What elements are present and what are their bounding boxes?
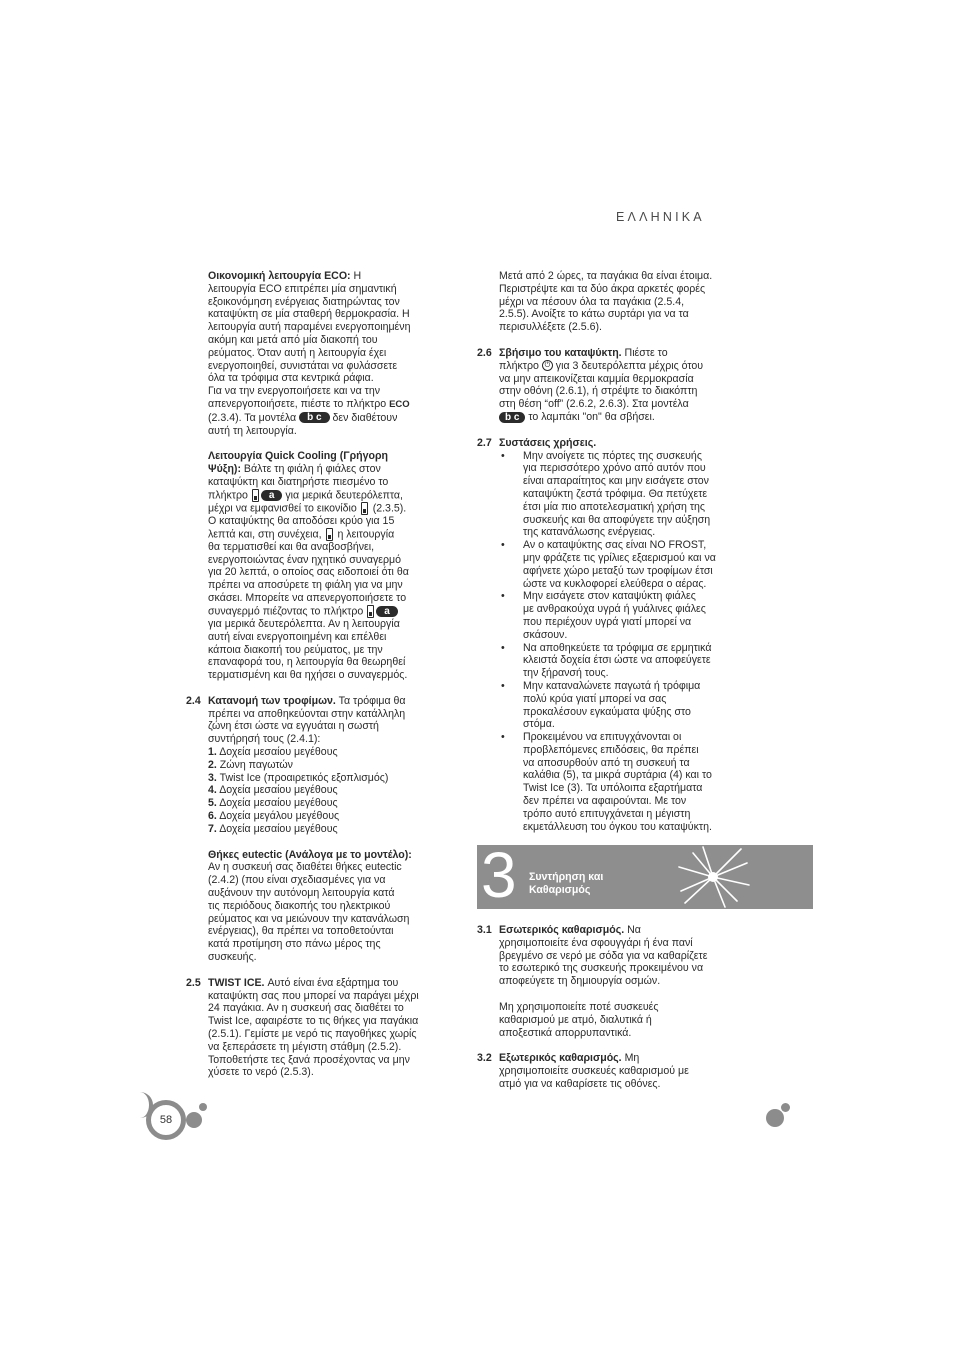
s31-line2: αποξεστικά απορρυπαντικά. <box>499 1026 632 1039</box>
quick-line2-1: αυτή είναι ενεργοποιημένη και επέλθει <box>208 630 387 643</box>
list-item: • Προκειμένου να επιτυγχάνονται οι προβλεπόμενες επιδόσεις, θα πρέπει να αποσυρθούν από τη συσκευή τα καλάθια (5), τα μικρά συρτάρια (4) και το Twist Ice (3). Τα υπόλοιπα εξαρτήματα δεν πρέπει να αφαιρούνται. Με τον τρόπο αυτό επιτυγχάνεται η μέγιστη εκμετάλλευση του όγκου του καταψύκτη. <box>499 731 737 833</box>
section-3-1 <box>477 924 737 1039</box>
list-item: • Αν ο καταψύκτης σας είναι NO FROST, μην φράζετε τις γρίλιες εξαερισμού και να αφήνετε χώρο μεταξύ των τροφίμων έτσι ώστε να κυκλοφορεί ελεύθερα ο αέρας. <box>499 539 737 590</box>
a-key-badge: a <box>261 490 283 501</box>
language-header: ΕΛΛΗΝΙΚΑ <box>616 210 705 224</box>
eco-line-3: καταψύκτη σε μία σταθερή θερμοκρασία. Η <box>208 308 410 321</box>
quick-line2-4: τερματισμένη και θα ηχήσει ο συναγερμός. <box>208 669 408 682</box>
section-number: 3.2 <box>477 1052 492 1065</box>
s31-line: βρεγμένο σε νερό με σόδα για να καθαρίζετε <box>499 949 708 962</box>
s26-line: στην οθόνη (2.6.1), ή στρέψτε το διακόπτη <box>499 385 698 398</box>
section-title: Εξωτερικός καθαρισμός. <box>499 1052 622 1065</box>
quick-l7a: συναγερμό πιέζοντας το πλήκτρο <box>208 605 364 618</box>
eco-title: Οικονομική λειτουργία ECO: <box>208 270 351 282</box>
s26-last: το λαμπάκι "on" θα σβήσει. <box>525 410 655 423</box>
s31-line: χρησιμοποιείτε ένα σφουγγάρι ή ένα πανί <box>499 936 693 949</box>
right-column-lower <box>477 924 737 1091</box>
s25-line: Twist Ice, αφαιρέστε το τις θήκες για παγάκια <box>208 1015 419 1028</box>
list-item: 3. Twist Ice (προαιρετικός εξοπλισμός) <box>208 771 389 784</box>
quick-line2-2: κάποια διακοπή του ρεύματος, με την <box>208 643 383 656</box>
decorative-dot <box>766 1109 784 1127</box>
eutectic-line: ρεύματος και να μειώνουν την κατανάλωση <box>208 912 410 925</box>
s25-line: Τοποθετήστε τες ξανά προσέχοντας να μην <box>208 1053 410 1066</box>
s25-line: 24 παγάκια. Αν η συσκευή σας διαθέτει το <box>208 1002 404 1015</box>
s24-line-2: ζώνη έτσι ώστε να εγγυάται η σωστή <box>208 720 379 733</box>
section-title: Εσωτερικός καθαρισμός. <box>499 924 625 936</box>
s25-line: Αυτό είναι ένα εξάρτημα του <box>264 976 399 989</box>
s31-line: το εσωτερικό της συσκευής προκειμένου να <box>499 962 704 975</box>
list-item: 4. Δοχεία μεσαίου μεγέθους <box>208 784 338 797</box>
eutectic-line: αυξάνουν την αυτόνομη λειτουργία κατά <box>208 887 395 900</box>
s32-line: Μη <box>621 1052 640 1065</box>
section-number: 2.7 <box>477 436 492 449</box>
section-title: Συστάσεις χρήσεις. <box>499 436 597 449</box>
s26-line: να μην απεικονίζεται καμμία θερμοκρασία <box>499 372 694 385</box>
list-item: • Μην ανοίγετε τις πόρτες της συσκευής για περισσότερο χρόνο από αυτόν που είναι απαραίτητος και μην εισάγετε στον καταψύκτη ζεστά τρόφιμα. Θα πετύχετε έτσι μία πιο αποτελεσματική χρήση της συσκευής και θα αποφύγετε την αύξηση της κατανάλωσης ενέργειας. <box>499 450 737 540</box>
quick-title-2: Ψύξη): <box>208 463 241 476</box>
list-item: • Μην εισάγετε στον καταψύκτη φιάλες με ανθρακούχα υγρά ή γυάλινες φιάλες που περιέχουν υγρά γιατί μπορεί να σκάσουν. <box>499 590 737 641</box>
quick-l1: Βάλτε τη φιάλη ή φιάλες στον <box>240 463 381 476</box>
s31-line2: καθαρισμού με ατμό, διαλυτικά ή <box>499 1013 652 1026</box>
bottle-icon <box>361 502 368 515</box>
s26-l1a: πλήκτρο <box>499 359 539 372</box>
list-item: 6. Δοχεία μεγάλου μεγέθους <box>208 810 340 823</box>
s31-line: αποφεύγετε τη δημιουργία οσμών. <box>499 975 661 988</box>
section-2-7 <box>477 437 737 834</box>
section-title: Κατανομή των τροφίμων. <box>208 694 336 707</box>
bottle-icon <box>326 528 333 541</box>
eco-line-a: (2.3.4). Τα μοντέλα <box>208 411 297 424</box>
left-column <box>186 270 436 1079</box>
s25-line: καταψύκτη σας που μπορεί να παράγει μέχρι <box>208 989 419 1002</box>
chapter-title <box>529 871 603 897</box>
cont-line: Μετά από 2 ώρες, τα παγάκια θα είναι έτοιμα. <box>499 270 713 282</box>
a-key-badge: a <box>376 606 398 617</box>
quick-line-4: σκάσει. Μπορείτε να απενεργοποιήσετε το <box>208 592 407 605</box>
eco-line-10: απενεργοποιήσετε, πιέστε το πλήκτρο <box>208 397 387 410</box>
s32-line: ατμό για να καθαρίσετε τις οθόνες. <box>499 1077 661 1090</box>
s25-line: (2.5.1). Γεμίστε με νερό τις παγοθήκες χωρίς <box>208 1028 417 1041</box>
eco-line-8: όλα τα τρόφιμα στα κεντρικά ράφια. <box>208 372 374 385</box>
eco-line-c: αυτή τη λειτουργία. <box>208 424 297 437</box>
section-2-5 <box>186 977 436 1079</box>
page-number: 58 <box>159 1114 173 1126</box>
chapter-title-line-2: Καθαρισμός <box>529 884 591 896</box>
quick-line-0: θα τερματισθεί και θα αναβοσβήνει, <box>208 540 375 553</box>
list-item: 2. Ζώνη παγωτών <box>208 758 293 771</box>
section-number: 2.4 <box>186 694 201 707</box>
list-item: 1. Δοχεία μεσαίου μεγέθους <box>208 746 338 759</box>
section-2-4 <box>186 695 436 964</box>
eutectic-title: Θήκες eutectic (Ανάλογα με το μοντέλο): <box>208 848 412 861</box>
section-2-6 <box>477 347 737 424</box>
eco-line-0: Η <box>350 270 362 282</box>
quick-l3b: για μερικά δευτερόλεπτα, <box>282 489 403 502</box>
section-title: Σβήσιμο του καταψύκτη. <box>499 346 622 359</box>
quick-line2-0: για μερικά δευτερόλεπτα. Αν η λειτουργία <box>208 617 400 630</box>
quick-line-3: πρέπει να αποσύρετε τη φιάλη για να μην <box>208 579 403 592</box>
right-column <box>477 270 737 833</box>
decorative-dot <box>199 1103 207 1111</box>
s32-line: χρησιμοποιείτε συσκευές καθαρισμού με <box>499 1065 689 1078</box>
decorative-dot <box>186 1112 202 1128</box>
eutectic-line: κατά προτίμηση στο πάνω μέρος της <box>208 938 381 951</box>
s26-l0: Πιέστε το <box>621 346 668 359</box>
eco-line-5: ακόμη και μετά από μία διακοπή του <box>208 333 378 346</box>
sparkle-icon <box>673 845 753 909</box>
chapter-banner <box>477 845 813 909</box>
quick-l5: Ο καταψύκτης θα αποδόσει κρύο για 15 <box>208 514 395 527</box>
page-number-badge <box>146 1100 186 1140</box>
quick-l3a: πλήκτρο <box>208 489 248 502</box>
s26-l1b: για 3 δευτερόλεπτα μέχρις ότου <box>552 359 704 372</box>
cont-line: Περιστρέψτε και τα δύο άκρα αρκετές φορές <box>499 282 706 295</box>
quick-l6a: λεπτά και, στη συνέχεια, <box>208 528 322 541</box>
decorative-dot <box>781 1103 790 1112</box>
bc-model-badge: b c <box>499 412 525 423</box>
s25-line: χύσετε το νερό (2.5.3). <box>208 1066 314 1079</box>
cont-line: περισυλλέξετε (2.5.6). <box>499 321 602 334</box>
eutectic-line: (2.4.2) (που είναι σχεδιασμένες για να <box>208 874 386 887</box>
eco-key-label: ECO <box>389 398 410 410</box>
quick-l4a: μέχρι να εμφανισθεί το εικονίδιο <box>208 502 357 515</box>
s24-line-3: συντήρησή τους (2.4.1): <box>208 733 321 746</box>
quick-l4b: (2.3.5). <box>369 502 407 515</box>
twist-ice-continuation <box>477 270 737 334</box>
list-item: 5. Δοχεία μεσαίου μεγέθους <box>208 797 338 810</box>
eutectic-line: Αν η συσκευή σας διαθέτει θήκες eutectic <box>208 861 402 874</box>
s26-line: στη θέση “off” (2.6.2, 2.6.3). Στα μοντέλα <box>499 398 689 411</box>
eco-section <box>186 270 436 682</box>
s25-line: να ξεπεράσετε τη μέγιστη στάθμη (2.5.2). <box>208 1040 402 1053</box>
chapter-number: 3 <box>481 845 517 909</box>
quick-title-1: Λειτουργία Quick Cooling (Γρήγορη <box>208 450 389 463</box>
list-item: 7. Δοχεία μεσαίου μεγέθους <box>208 822 338 835</box>
section-number: 2.6 <box>477 346 492 359</box>
quick-l2: καταψύκτη και διατηρήστε πιεσμένο το <box>208 475 389 488</box>
s31-line: Να <box>624 924 641 936</box>
eutectic-line: τις περιόδους διακοπής του ηλεκτρικού <box>208 899 391 912</box>
quick-l6b: η λειτουργία <box>334 528 395 541</box>
eco-line-9: Για να την ενεργοποιήσετε και να την <box>208 385 381 398</box>
section-3-2 <box>477 1052 737 1090</box>
list-item: • Μην καταναλώνετε παγωτά ή τρόφιμα πολύ κρύα γιατί μπορεί να σας προκαλέσουν εγκαύματα ψύξης στο στόμα. <box>499 680 737 731</box>
cont-line: 2.5.5). Ανοίξτε το κάτω συρτάρι για να τα <box>499 308 689 321</box>
eco-line-1: λειτουργία ECO επιτρέπει μία σημαντική <box>208 282 397 295</box>
s24-line-1: πρέπει να αποθηκεύονται στην κατάλληλη <box>208 707 406 720</box>
eco-line-6: ρεύματος. Όταν αυτή η λειτουργία έχει <box>208 346 387 359</box>
bc-model-badge: b c <box>299 412 329 423</box>
section-number: 2.5 <box>186 976 201 989</box>
section-number: 3.1 <box>477 924 492 936</box>
eutectic-line: ενέργειας), θα πρέπει να τοποθετούνται <box>208 925 394 938</box>
cont-line: μέχρι να πέσουν όλα τα παγάκια (2.5.4, <box>499 295 685 308</box>
s24-line-0: Τα τρόφιμα θα <box>335 694 406 707</box>
eco-line-4: λειτουργία αυτή παραμένει ενεργοποιημένη <box>208 321 411 334</box>
section-title: TWIST ICE. <box>208 976 265 989</box>
quick-line-2: για 20 λεπτά, ο οποίος σας ειδοποιεί ότι θα <box>208 566 409 579</box>
s31-line2: Μη χρησιμοποιείτε ποτέ συσκευές <box>499 1000 659 1013</box>
power-icon: ⏻ <box>542 360 553 371</box>
recommendations-list <box>499 450 737 834</box>
quick-line-1: ενεργοποιώντας έναν ηχητικό συναγερμό <box>208 553 402 566</box>
quick-line2-3: επαναφορά του, η λειτουργία θα θεωρηθεί <box>208 656 406 669</box>
eco-line-7: ενεργοποιηθεί, συνιστάται να φυλάσσετε <box>208 359 398 372</box>
eutectic-line: συσκευής. <box>208 951 257 964</box>
bottle-icon <box>367 605 374 618</box>
bottle-icon <box>252 489 259 502</box>
eco-line-2: εξοικονόμηση ενέργειας διατηρώντας τον <box>208 295 400 308</box>
chapter-title-line-1: Συντήρηση και <box>529 871 604 883</box>
eco-line-b: δεν διαθέτουν <box>329 411 398 424</box>
list-item: • Να αποθηκεύετε τα τρόφιμα σε ερμητικά κλειστά δοχεία έτσι ώστε να αποφεύγετε την ξήρανσή τους. <box>499 642 737 680</box>
